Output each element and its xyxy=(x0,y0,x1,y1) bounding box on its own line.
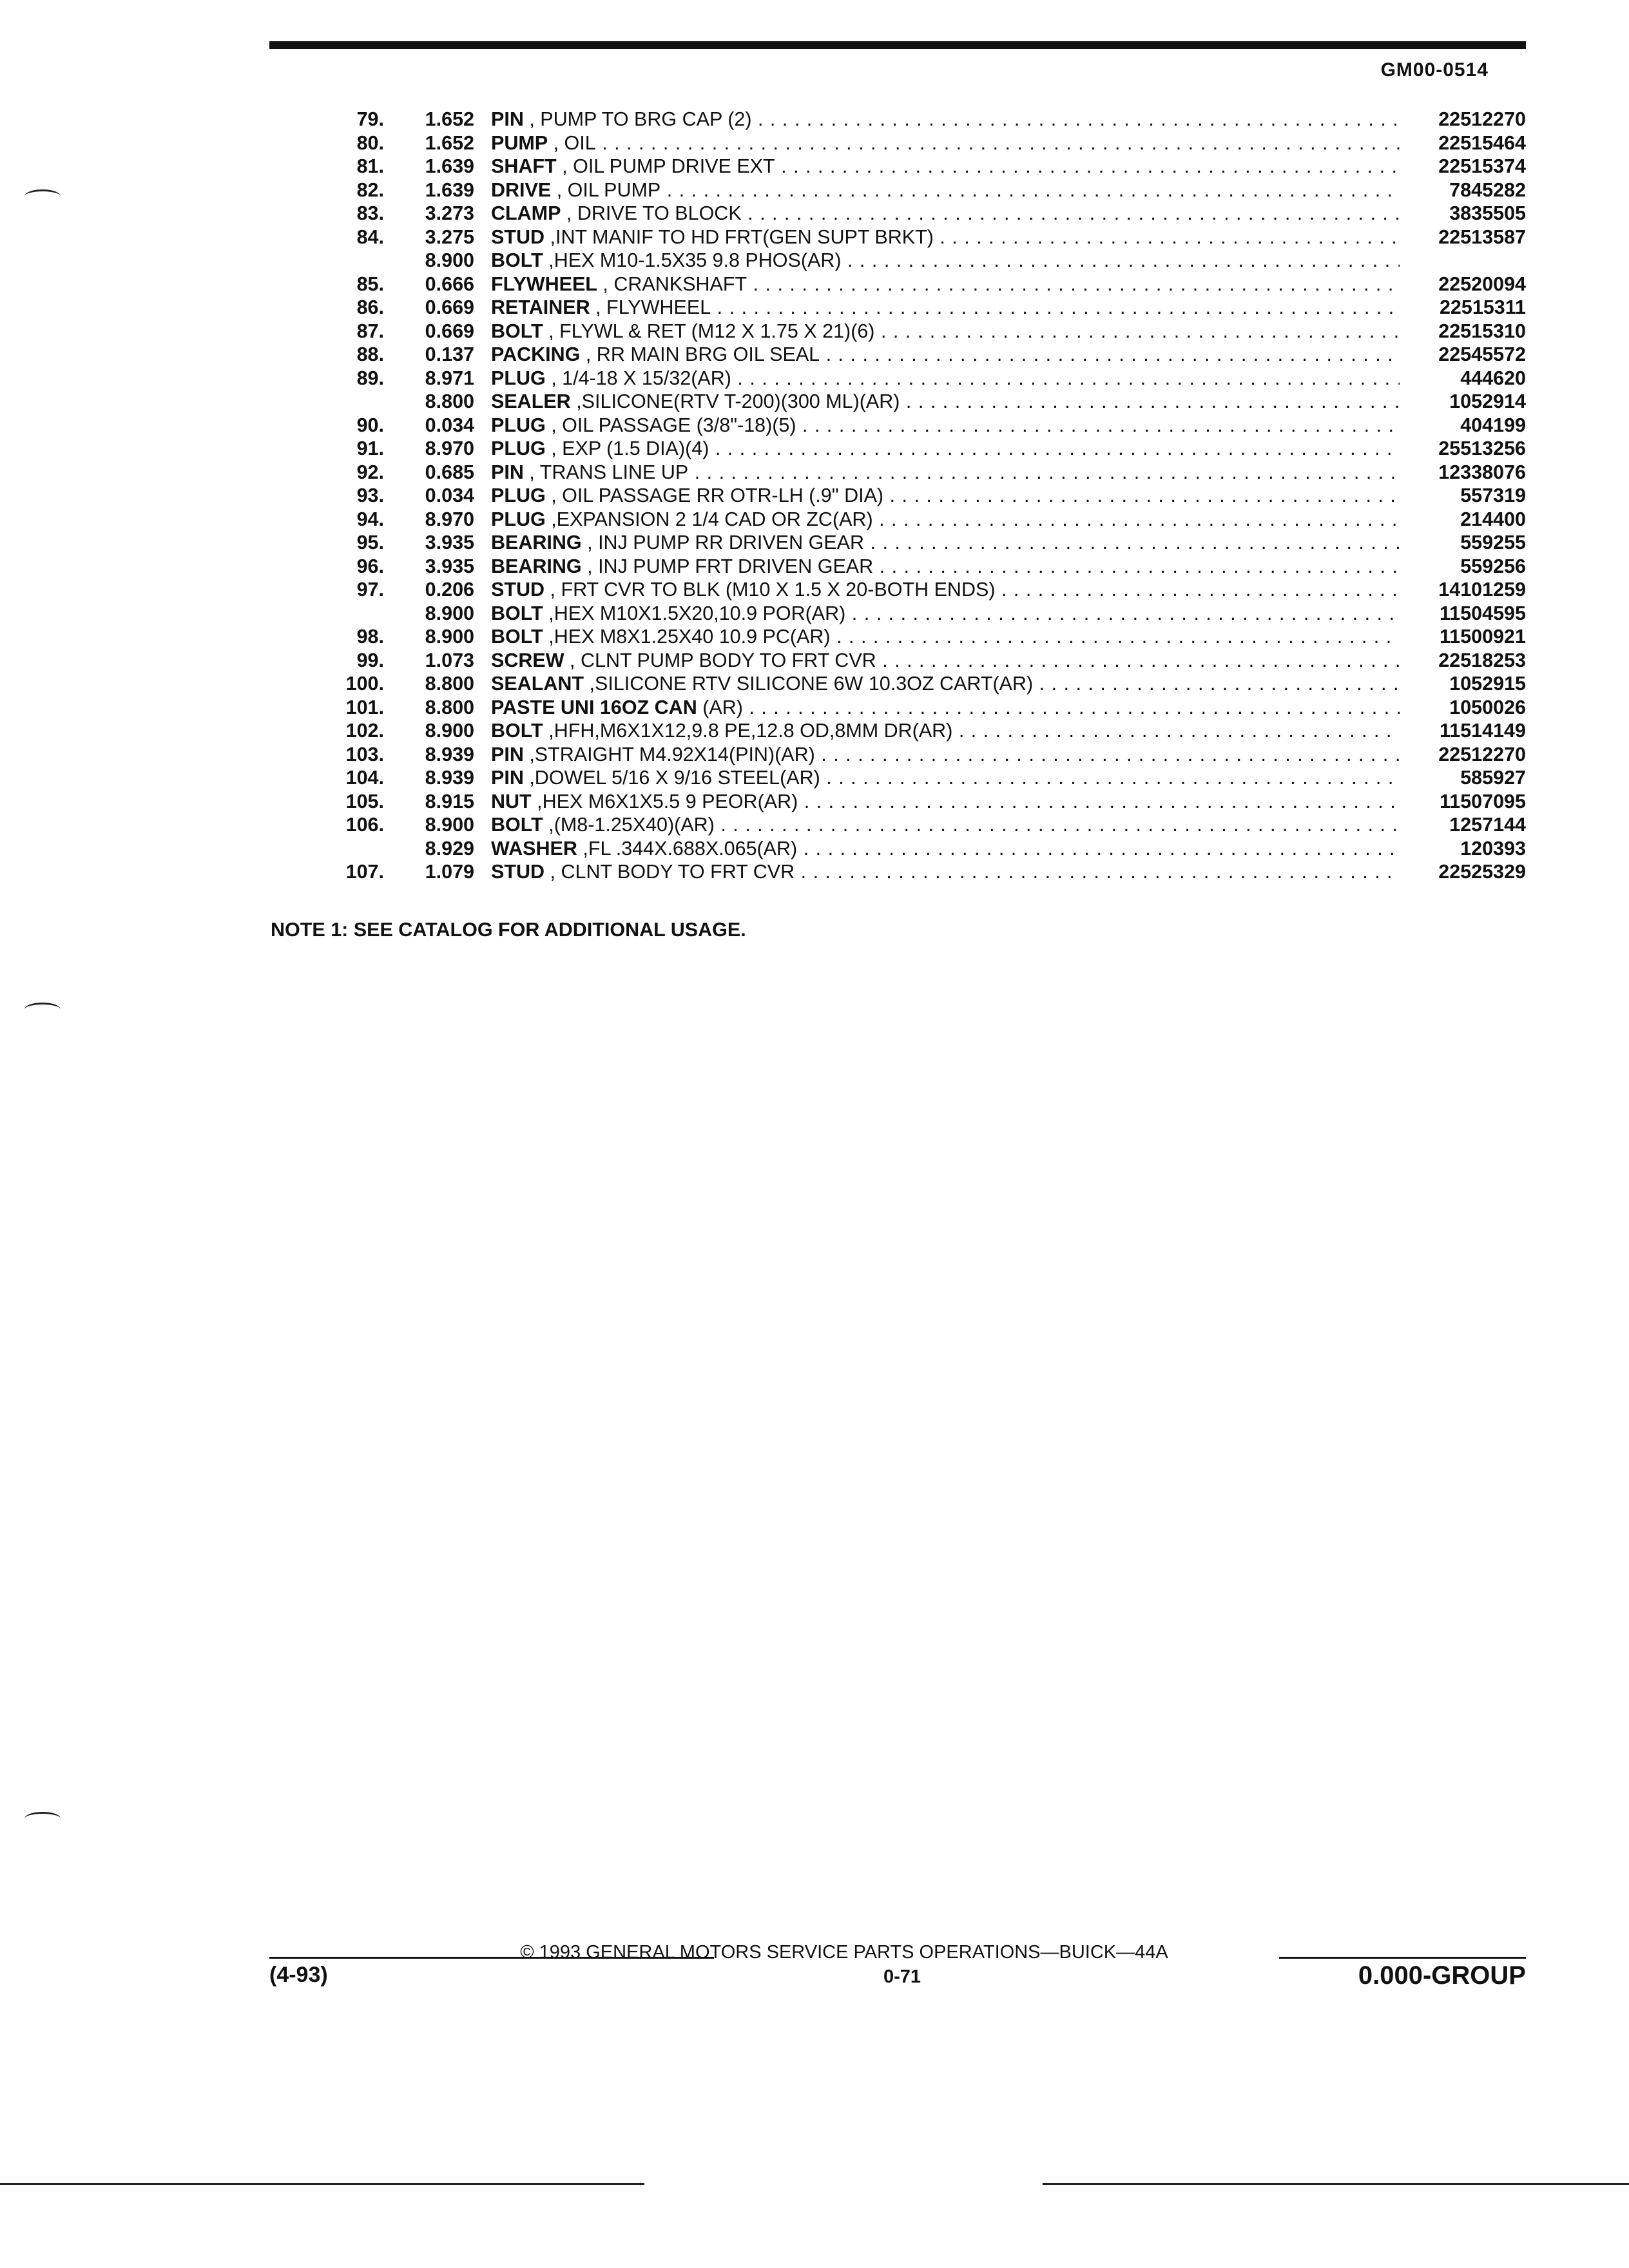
part-description xyxy=(491,320,1400,343)
part-detail: , OIL PASSAGE RR OTR-LH (.9" DIA) xyxy=(545,485,884,506)
part-number: 25513256 xyxy=(1438,437,1526,459)
parts-row xyxy=(271,837,1526,861)
group-number: 8.939 xyxy=(425,743,474,765)
group-number: 0.034 xyxy=(425,414,474,436)
part-name: PASTE UNI 16OZ CAN xyxy=(491,696,697,718)
part-number: 22525329 xyxy=(1438,861,1526,883)
part-description xyxy=(491,719,1400,743)
group-number: 1.652 xyxy=(425,108,474,130)
part-detail: , PUMP TO BRG CAP (2) xyxy=(523,108,752,130)
footer-copyright: © 1993 GENERAL MOTORS SERVICE PARTS OPERATIONS—BUICK—44A xyxy=(520,1942,1168,1963)
item-number: 82. xyxy=(356,178,384,201)
parts-list xyxy=(271,108,1526,884)
part-number: 22515464 xyxy=(1438,131,1526,154)
part-description xyxy=(491,625,1400,649)
part-number: 11514149 xyxy=(1439,720,1526,742)
part-description xyxy=(491,813,1400,837)
part-description xyxy=(491,343,1400,367)
item-number: 96. xyxy=(356,555,384,577)
part-name: PIN xyxy=(491,108,524,130)
part-name: PIN xyxy=(491,743,524,765)
group-number: 8.800 xyxy=(425,390,474,412)
part-description xyxy=(491,249,1400,273)
part-name: RETAINER xyxy=(491,296,590,318)
parts-row xyxy=(271,296,1526,320)
part-detail: , DRIVE TO BLOCK xyxy=(561,202,742,224)
part-name: PLUG xyxy=(491,508,546,530)
footer-group: 0.000-GROUP xyxy=(1358,1961,1526,1990)
group-number: 3.275 xyxy=(425,226,474,248)
part-name: STUD xyxy=(491,861,545,883)
parts-row xyxy=(271,249,1526,273)
group-number: 0.034 xyxy=(425,485,474,506)
parts-row xyxy=(271,578,1526,602)
part-description xyxy=(491,790,1400,814)
group-number: 0.669 xyxy=(425,296,474,318)
group-number: 3.273 xyxy=(425,202,474,224)
part-detail: , 1/4-18 X 15/32(AR) xyxy=(545,367,731,389)
group-number: 3.935 xyxy=(425,532,474,553)
item-number: 98. xyxy=(356,626,384,648)
group-number: 8.900 xyxy=(425,626,474,648)
parts-row xyxy=(271,766,1526,790)
item-number: 100. xyxy=(345,673,384,695)
part-detail: , INJ PUMP RR DRIVEN GEAR xyxy=(581,532,865,553)
group-number: 3.935 xyxy=(425,555,474,577)
group-number: 1.652 xyxy=(425,131,474,154)
part-description xyxy=(491,131,1400,155)
item-number: 97. xyxy=(356,579,384,601)
parts-row xyxy=(271,860,1526,884)
group-number: 8.900 xyxy=(425,814,474,836)
group-number: 8.939 xyxy=(425,767,474,789)
part-number: 11500921 xyxy=(1439,626,1526,648)
part-description xyxy=(491,484,1400,508)
item-number: 85. xyxy=(356,273,384,295)
part-description xyxy=(491,155,1400,178)
part-name: SHAFT xyxy=(491,155,557,177)
group-number: 8.970 xyxy=(425,508,474,530)
part-number: 3835505 xyxy=(1449,202,1526,224)
part-name: PLUG xyxy=(491,414,546,436)
header-rule xyxy=(269,41,1526,49)
group-number: 8.970 xyxy=(425,437,474,459)
item-number: 94. xyxy=(356,508,384,530)
part-detail: , FLYWHEEL xyxy=(590,296,711,318)
part-name: PLUG xyxy=(491,485,546,506)
part-number: 22515310 xyxy=(1438,320,1526,342)
parts-row xyxy=(271,602,1526,626)
parts-row xyxy=(271,108,1526,131)
item-number: 80. xyxy=(356,131,384,154)
part-detail: ,SILICONE(RTV T-200)(300 ML)(AR) xyxy=(570,390,900,412)
part-number: 22512270 xyxy=(1438,743,1526,765)
part-description xyxy=(491,578,1400,602)
part-number: 585927 xyxy=(1460,767,1526,789)
parts-row xyxy=(271,719,1526,743)
item-number: 104. xyxy=(345,767,384,789)
group-number: 1.073 xyxy=(425,649,474,671)
part-description xyxy=(491,437,1400,461)
part-detail: , FRT CVR TO BLK (M10 X 1.5 X 20-BOTH ENDS) xyxy=(545,579,996,601)
part-number: 559255 xyxy=(1460,532,1526,553)
part-number: 22515374 xyxy=(1438,155,1526,177)
part-description xyxy=(491,178,1400,202)
item-number: 95. xyxy=(356,532,384,553)
part-number: 214400 xyxy=(1460,508,1526,530)
part-description xyxy=(491,273,1400,296)
binder-hole-mark xyxy=(24,1003,61,1016)
part-detail: , EXP (1.5 DIA)(4) xyxy=(545,437,709,459)
parts-row xyxy=(271,320,1526,343)
part-description xyxy=(491,108,1400,131)
part-detail: , CRANKSHAFT xyxy=(597,273,747,295)
part-description xyxy=(491,696,1400,720)
part-description xyxy=(491,226,1400,249)
parts-row xyxy=(271,625,1526,649)
part-description xyxy=(491,461,1400,485)
group-number: 8.900 xyxy=(425,249,474,271)
part-name: BOLT xyxy=(491,814,543,836)
part-detail: ,STRAIGHT M4.92X14(PIN)(AR) xyxy=(523,743,815,765)
part-detail: ,SILICONE RTV SILICONE 6W 10.3OZ CART(AR) xyxy=(584,673,1034,695)
part-detail: , RR MAIN BRG OIL SEAL xyxy=(580,343,820,365)
footer-page-number: 0-71 xyxy=(883,1966,921,1987)
parts-row xyxy=(271,414,1526,437)
binder-hole-mark xyxy=(24,1812,61,1825)
parts-row xyxy=(271,437,1526,461)
part-name: BOLT xyxy=(491,249,543,271)
part-description xyxy=(491,202,1400,226)
group-number: 8.800 xyxy=(425,673,474,695)
part-description xyxy=(491,508,1400,532)
part-description xyxy=(491,555,1400,579)
part-name: PLUG xyxy=(491,367,546,389)
part-detail: (AR) xyxy=(697,696,743,718)
group-number: 8.900 xyxy=(425,602,474,624)
part-description xyxy=(491,860,1400,884)
group-number: 0.669 xyxy=(425,320,474,342)
part-number: 22513587 xyxy=(1438,226,1526,248)
item-number: 93. xyxy=(356,485,384,506)
part-detail: ,DOWEL 5/16 X 9/16 STEEL(AR) xyxy=(523,767,820,789)
document-code: GM00-0514 xyxy=(1380,59,1489,81)
part-name: SCREW xyxy=(491,649,564,671)
group-number: 1.639 xyxy=(425,155,474,177)
group-number: 0.685 xyxy=(425,461,474,483)
part-detail: ,EXPANSION 2 1/4 CAD OR ZC(AR) xyxy=(545,508,873,530)
part-name: STUD xyxy=(491,226,545,248)
footer-date: (4-93) xyxy=(269,1963,328,1987)
part-number: 22520094 xyxy=(1438,273,1526,295)
item-number: 81. xyxy=(356,155,384,177)
part-name: PLUG xyxy=(491,437,546,459)
part-name: BOLT xyxy=(491,626,543,648)
part-name: BOLT xyxy=(491,720,543,742)
parts-row xyxy=(271,743,1526,767)
group-number: 0.666 xyxy=(425,273,474,295)
part-number: 11507095 xyxy=(1439,790,1526,812)
part-description xyxy=(491,743,1400,767)
group-number: 1.079 xyxy=(425,861,474,883)
part-number: 557319 xyxy=(1460,485,1526,506)
item-number: 102. xyxy=(345,720,384,742)
parts-row xyxy=(271,178,1526,202)
part-description xyxy=(491,296,1400,320)
parts-row xyxy=(271,343,1526,367)
part-detail: , OIL xyxy=(548,131,596,154)
part-description xyxy=(491,367,1400,390)
item-number: 92. xyxy=(356,461,384,483)
part-detail: ,INT MANIF TO HD FRT(GEN SUPT BRKT) xyxy=(545,226,934,248)
group-number: 0.206 xyxy=(425,579,474,601)
part-detail: , OIL PUMP xyxy=(551,178,661,201)
item-number: 103. xyxy=(345,743,384,765)
parts-row xyxy=(271,790,1526,814)
parts-row xyxy=(271,155,1526,178)
part-number: 120393 xyxy=(1460,837,1526,860)
part-detail: , CLNT BODY TO FRT CVR xyxy=(545,861,795,883)
part-number: 14101259 xyxy=(1438,579,1526,601)
part-name: PACKING xyxy=(491,343,581,365)
part-detail: , CLNT PUMP BODY TO FRT CVR xyxy=(564,649,876,671)
parts-row xyxy=(271,813,1526,837)
part-detail: , OIL PASSAGE (3/8"-18)(5) xyxy=(545,414,796,436)
part-number: 22545572 xyxy=(1438,343,1526,365)
item-number: 79. xyxy=(356,108,384,130)
part-description xyxy=(491,672,1400,696)
part-name: PUMP xyxy=(491,131,548,154)
item-number: 101. xyxy=(345,696,384,718)
part-description xyxy=(491,531,1400,555)
part-number: 404199 xyxy=(1460,414,1526,436)
parts-row xyxy=(271,555,1526,579)
part-name: BEARING xyxy=(491,555,582,577)
item-number: 87. xyxy=(356,320,384,342)
group-number: 1.639 xyxy=(425,178,474,201)
part-number: 22518253 xyxy=(1438,649,1526,671)
parts-row xyxy=(271,484,1526,508)
part-name: SEALANT xyxy=(491,673,584,695)
part-name: PIN xyxy=(491,767,524,789)
part-number: 559256 xyxy=(1460,555,1526,577)
parts-row xyxy=(271,390,1526,414)
group-number: 8.971 xyxy=(425,367,474,389)
parts-row xyxy=(271,672,1526,696)
part-number: 11504595 xyxy=(1439,602,1526,624)
item-number: 90. xyxy=(356,414,384,436)
part-detail: , OIL PUMP DRIVE EXT xyxy=(556,155,775,177)
item-number: 99. xyxy=(356,649,384,671)
parts-row xyxy=(271,202,1526,226)
parts-row xyxy=(271,461,1526,485)
part-number: 1052915 xyxy=(1449,673,1526,695)
part-detail: ,HFH,M6X1X12,9.8 PE,12.8 OD,8MM DR(AR) xyxy=(543,720,953,742)
parts-row xyxy=(271,696,1526,720)
part-name: BOLT xyxy=(491,320,543,342)
group-number: 8.929 xyxy=(425,837,474,860)
parts-row xyxy=(271,226,1526,249)
part-description xyxy=(491,766,1400,790)
part-number: 7845282 xyxy=(1449,178,1526,201)
part-detail: , INJ PUMP FRT DRIVEN GEAR xyxy=(581,555,874,577)
group-number: 8.800 xyxy=(425,696,474,718)
part-name: BOLT xyxy=(491,602,543,624)
part-detail: , TRANS LINE UP xyxy=(523,461,689,483)
part-name: CLAMP xyxy=(491,202,561,224)
part-description xyxy=(491,414,1400,437)
parts-row xyxy=(271,367,1526,390)
item-number: 84. xyxy=(356,226,384,248)
part-name: SEALER xyxy=(491,390,571,412)
item-number: 91. xyxy=(356,437,384,459)
part-detail: ,HEX M6X1X5.5 9 PEOR(AR) xyxy=(531,790,798,812)
part-number: 12338076 xyxy=(1438,461,1526,483)
item-number: 83. xyxy=(356,202,384,224)
part-number: 22512270 xyxy=(1438,108,1526,130)
part-number: 1052914 xyxy=(1449,390,1526,412)
catalog-note: NOTE 1: SEE CATALOG FOR ADDITIONAL USAGE. xyxy=(271,919,746,941)
part-name: PIN xyxy=(491,461,524,483)
part-name: DRIVE xyxy=(491,178,552,201)
item-number: 105. xyxy=(345,790,384,812)
part-description xyxy=(491,837,1400,861)
part-detail: ,HEX M10-1.5X35 9.8 PHOS(AR) xyxy=(543,249,842,271)
part-name: NUT xyxy=(491,790,532,812)
part-detail: ,HEX M10X1.5X20,10.9 POR(AR) xyxy=(543,602,846,624)
part-name: WASHER xyxy=(491,837,577,860)
group-number: 8.900 xyxy=(425,720,474,742)
group-number: 8.915 xyxy=(425,790,474,812)
group-number: 0.137 xyxy=(425,343,474,365)
part-number: 22515311 xyxy=(1439,296,1526,318)
item-number: 88. xyxy=(356,343,384,365)
part-detail: ,(M8-1.25X40)(AR) xyxy=(543,814,715,836)
item-number: 107. xyxy=(345,861,384,883)
parts-row xyxy=(271,649,1526,673)
part-description xyxy=(491,649,1400,673)
part-detail: , FLYWL & RET (M12 X 1.75 X 21)(6) xyxy=(543,320,875,342)
part-number: 1257144 xyxy=(1449,814,1526,836)
item-number: 89. xyxy=(356,367,384,389)
part-name: BEARING xyxy=(491,532,582,553)
part-number: 1050026 xyxy=(1449,696,1526,718)
part-detail: ,HEX M8X1.25X40 10.9 PC(AR) xyxy=(543,626,831,648)
part-description xyxy=(491,390,1400,414)
scan-edge-line xyxy=(0,2183,644,2185)
scan-edge-line xyxy=(1043,2183,1629,2185)
part-number: 444620 xyxy=(1460,367,1526,389)
parts-row xyxy=(271,131,1526,155)
parts-row xyxy=(271,273,1526,296)
part-name: FLYWHEEL xyxy=(491,273,597,295)
part-detail: ,FL .344X.688X.065(AR) xyxy=(577,837,798,860)
parts-row xyxy=(271,531,1526,555)
item-number: 106. xyxy=(345,814,384,836)
part-description xyxy=(491,602,1400,626)
parts-row xyxy=(271,508,1526,532)
item-number: 86. xyxy=(356,296,384,318)
part-name: STUD xyxy=(491,579,545,601)
binder-hole-mark xyxy=(24,189,61,203)
